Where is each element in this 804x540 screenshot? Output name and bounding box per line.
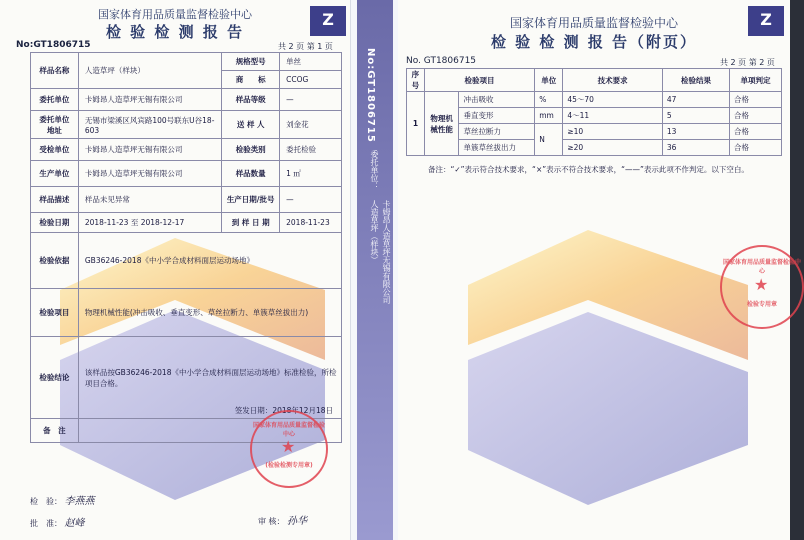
sender-value: 刘金花 (280, 111, 342, 139)
corner-logo-icon: Z (310, 6, 346, 36)
col-requirement: 技术要求 (563, 69, 663, 92)
spine-line-1: 委托单位： (370, 150, 379, 190)
arrival-date-label: 到 样 日 期 (222, 213, 280, 233)
quantity-label: 样品数量 (222, 161, 280, 187)
result-cell: 47 (662, 92, 729, 108)
right-header: 国家体育用品质量监督检验中心 (509, 16, 678, 30)
req-cell: ≥20 (563, 140, 663, 156)
sample-name-label: 样品名称 (31, 53, 79, 89)
sender-label: 送 样 人 (222, 111, 280, 139)
inspected-unit-label: 受检单位 (31, 139, 79, 161)
report-number: No:GT1806715 (16, 40, 91, 50)
brand-label: 商 标 (222, 71, 280, 89)
seal-text: 国家体育用品质量监督检验中心 (722, 259, 801, 275)
producer-value: 卡姆昂人造草坪无锡有限公司 (78, 161, 221, 187)
report-spine (350, 0, 400, 540)
items-value: 物理机械性能(冲击吸收、垂直变形、草丝拉断力、单簇草丝拔出力) (78, 289, 341, 337)
grade-value: — (280, 89, 342, 111)
item-cell: 冲击吸收 (459, 92, 535, 108)
spine-line-2: 卡姆昂人造草坪无锡有限公司 (382, 200, 391, 304)
inspector-signature: 李燕燕 (64, 496, 95, 507)
inspector-line (30, 492, 95, 507)
col-judgement: 单项判定 (730, 69, 782, 92)
approver-signature: 赵峰 (64, 518, 85, 529)
spine-line-3: 人造草坪（样块） (370, 200, 379, 264)
client-address-value: 无锡市梁溪区风宾路100号联东U谷18-603 (78, 111, 221, 139)
report-main-table (30, 52, 342, 443)
result-cell: 36 (662, 140, 729, 156)
spec-value: 单丝 (280, 53, 342, 71)
unit-cell: % (535, 92, 563, 108)
page-info: 共 2 页 第 1 页 (278, 42, 333, 51)
report-number: No. GT1806715 (406, 56, 477, 66)
client-address-label: 委托单位 地址 (31, 111, 79, 139)
item-cell: 草丝拉断力 (459, 124, 535, 140)
left-title: 检 验 检 测 报 告 (105, 23, 245, 41)
col-seq: 序号 (407, 69, 425, 92)
req-cell: 4～11 (563, 108, 663, 124)
sample-name-value: 人造草坪（样块） (78, 53, 221, 89)
client-value: 卡姆昂人造草坪无锡有限公司 (78, 89, 221, 111)
left-header: 国家体育用品质量监督检验中心 (98, 8, 252, 21)
result-cell: 5 (662, 108, 729, 124)
conclusion-cell (78, 337, 341, 419)
description-value: 样品未见异常 (78, 187, 221, 213)
col-item: 检验项目 (424, 69, 534, 92)
unit-cell: mm (535, 108, 563, 124)
report-page-2 (398, 0, 801, 540)
test-type-value: 委托检验 (280, 139, 342, 161)
conclusion-label: 检验结论 (31, 337, 79, 419)
req-cell: 45～70 (563, 92, 663, 108)
result-cell: 13 (662, 124, 729, 140)
spec-label: 规格型号 (222, 53, 280, 71)
table-note: 备注：“✓”表示符合技术要求，“×”表示不符合技术要求，“——”表示此项不作判定。以下空白。 (428, 165, 749, 174)
reviewer-line (258, 512, 307, 527)
remark-label: 备 注 (31, 419, 79, 443)
judge-cell: 合格 (730, 108, 782, 124)
reviewer-label: 审 核： (258, 517, 285, 526)
seal-subtext: (检验检测专用章) (265, 462, 313, 469)
group-cell: 物理机械性能 (424, 92, 459, 156)
seq-cell: 1 (407, 92, 425, 156)
seal-text: 国家体育用品质量监督检验中心 (252, 422, 325, 438)
reviewer-signature: 孙华 (287, 516, 308, 527)
seal-subtext: 检验专用章 (746, 301, 777, 308)
report-page-1 (0, 0, 350, 540)
col-result: 检验结果 (662, 69, 729, 92)
basis-label: 检验依据 (31, 233, 79, 289)
approver-label: 批 准： (30, 519, 62, 528)
issue-date-label: 签发日期： (234, 406, 273, 415)
test-date-value: 2018-11-23 至 2018-12-17 (78, 213, 221, 233)
description-label: 样品描述 (31, 187, 79, 213)
brand-value: CCOG (280, 71, 342, 89)
test-type-label: 检验类别 (222, 139, 280, 161)
approver-line (30, 514, 85, 529)
judge-cell: 合格 (730, 124, 782, 140)
unit-cell: N (535, 124, 563, 156)
inspected-unit-value: 卡姆昂人造草坪无锡有限公司 (78, 139, 221, 161)
corner-logo-icon: Z (748, 6, 784, 36)
official-seal-stamp (720, 245, 804, 329)
page-info: 共 2 页 第 2 页 (720, 58, 775, 67)
conclusion-value: 该样品按GB36246-2018《中小学合成材料面层运动场地》标准检验，所检项目合格。 (84, 367, 337, 388)
production-batch-value: — (280, 187, 342, 213)
basis-value: GB36246-2018《中小学合成材料面层运动场地》 (78, 233, 341, 289)
quantity-value: 1 ㎡ (280, 161, 342, 187)
issue-date-value: 2018年12月18日 (272, 406, 333, 415)
judge-cell: 合格 (730, 140, 782, 156)
production-batch-label: 生产日期/批号 (222, 187, 280, 213)
item-cell: 单簇草丝拔出力 (459, 140, 535, 156)
client-label: 委托单位 (31, 89, 79, 111)
right-title: 检 验 检 测 报 告（附页） (490, 33, 698, 51)
col-unit: 单位 (535, 69, 563, 92)
items-label: 检验项目 (31, 289, 79, 337)
spine-report-number: No:GT1806715 (365, 48, 376, 143)
item-cell: 垂直变形 (459, 108, 535, 124)
seal-star-icon: ★ (754, 275, 769, 294)
grade-label: 样品等级 (222, 89, 280, 111)
official-seal-stamp (250, 410, 328, 488)
producer-label: 生产单位 (31, 161, 79, 187)
judge-cell: 合格 (730, 92, 782, 108)
req-cell: ≥10 (563, 124, 663, 140)
test-date-label: 检验日期 (31, 213, 79, 233)
seal-star-icon: ★ (281, 437, 296, 456)
results-table (406, 68, 782, 156)
arrival-date-value: 2018-11-23 (280, 213, 342, 233)
inspector-label: 检 验： (30, 497, 62, 506)
